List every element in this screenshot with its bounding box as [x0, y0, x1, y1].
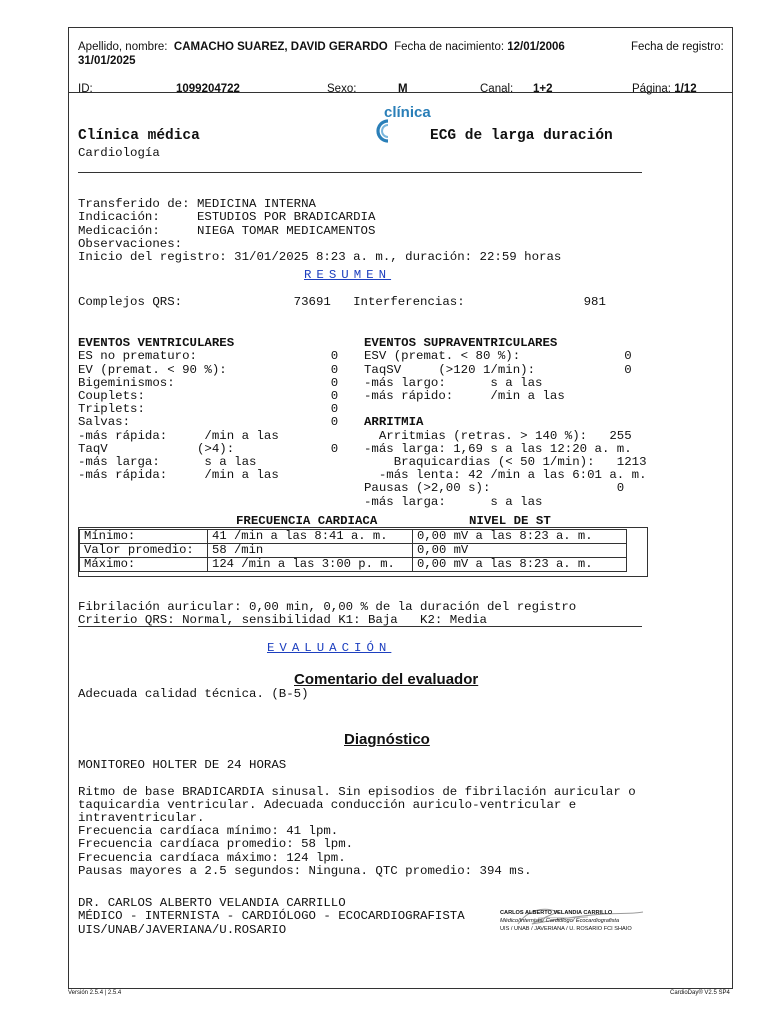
physician-name: DR. CARLOS ALBERTO VELANDIA CARRILLO	[78, 896, 346, 911]
fibrillation-info	[78, 588, 576, 628]
record-start-line: Inicio del registro: 31/01/2025 8:23 a. m., duración: 22:59 horas	[78, 250, 562, 265]
diagnosis-line: Ritmo de base BRADICARDIA sinusal. Sin episodios de fibrilación auricular o	[78, 784, 636, 799]
hr-st-table	[79, 529, 627, 572]
id-label: ID:	[78, 83, 93, 95]
hr-value: 58 /min	[208, 544, 413, 558]
register-label: Fecha de registro:	[631, 41, 724, 53]
qrs-criteria-line: Criterio QRS: Normal, sensibilidad K1: Baja K2: Media	[78, 613, 487, 628]
diagnosis-line: Frecuencia cardíaca promedio: 58 lpm.	[78, 837, 354, 852]
ventricular-events	[78, 324, 338, 482]
divider-top	[78, 172, 642, 173]
divider-middle	[78, 626, 642, 627]
name-label: Apellido, nombre:	[78, 41, 168, 53]
birth-value: 12/01/2006	[507, 41, 565, 53]
table-row	[80, 544, 627, 558]
ventricular-row: Couplets: 0	[78, 389, 339, 404]
diagnosis-text	[78, 746, 636, 878]
summary-link[interactable]: RESUMEN	[304, 268, 392, 282]
row-label: Valor promedio:	[80, 544, 208, 558]
patient-name-row	[78, 41, 565, 53]
supraventricular-row: ESV (premat. < 80 %): 0	[364, 349, 632, 364]
diagnosis-title: Diagnóstico	[344, 731, 430, 748]
id-value: 1099204722	[176, 83, 240, 95]
diagnosis-line: MONITOREO HOLTER DE 24 HORAS	[78, 758, 287, 773]
physician-institutions: UIS/UNAB/JAVERIANA/U.ROSARIO	[78, 922, 287, 937]
indication-line: Indicación: ESTUDIOS POR BRADICARDIA	[78, 210, 376, 225]
clinic-title: Clínica médica	[78, 128, 200, 144]
table-row	[80, 530, 627, 544]
sex-value: M	[398, 83, 408, 95]
arrhythmia-row: -más larga: s a las	[364, 494, 543, 509]
diagnosis-line: intraventricular.	[78, 811, 205, 826]
table-row	[80, 558, 627, 572]
arrhythmia-row: Pausas (>2,00 s): 0	[364, 481, 625, 496]
department: Cardiología	[78, 146, 160, 160]
register-value: 31/01/2025	[78, 55, 136, 67]
st-value: 0,00 mV a las 8:23 a. m.	[413, 558, 627, 572]
st-value: 0,00 mV	[413, 544, 627, 558]
stamp-role: Médico/Internista/ Cardiólogo/ Ecocardiografista	[500, 918, 620, 924]
diagnosis-line: Frecuencia cardíaca máximo: 124 lpm.	[78, 850, 346, 865]
ventricular-title: EVENTOS VENTRICULARES	[78, 336, 235, 351]
version-right: CardioDay® V2.5 SP4	[670, 990, 730, 996]
report-type-title: ECG de larga duración	[430, 128, 613, 144]
birth-label: Fecha de nacimiento:	[394, 41, 505, 53]
supraventricular-title: EVENTOS SUPRAVENTRICULARES	[364, 336, 558, 351]
page-number	[632, 83, 697, 95]
row-label: Máximo:	[80, 558, 208, 572]
transfer-line: Transferido de: MEDICINA INTERNA	[78, 197, 316, 212]
ventricular-row: -más larga: s a las	[78, 455, 257, 470]
channel-value: 1+2	[533, 83, 553, 95]
evaluator-comment: Adecuada calidad técnica. (B-5)	[78, 687, 309, 701]
arrhythmia-row: -más lenta: 42 /min a las 6:01 a. m.	[364, 468, 647, 483]
ventricular-row: EV (premat. < 90 %): 0	[78, 362, 339, 377]
medication-line: Medicación: NIEGA TOMAR MEDICAMENTOS	[78, 223, 376, 238]
sex-label: Sexo:	[327, 83, 357, 95]
ventricular-row: TaqV (>4): 0	[78, 441, 339, 456]
supraventricular-row: -más rápido: /min a las	[364, 389, 565, 404]
st-value: 0,00 mV a las 8:23 a. m.	[413, 530, 627, 544]
version-left: Versión 2.5.4 | 2.5.4	[68, 990, 122, 996]
name-value: CAMACHO SUAREZ, DAVID GERARDO	[173, 41, 388, 53]
physician-title: MÉDICO - INTERNISTA - CARDIÓLOGO - ECOCARDIOGRAFISTA	[78, 909, 465, 924]
ventricular-row: Triplets: 0	[78, 402, 339, 417]
supraventricular-row: TaqSV (>120 1/min): 0	[364, 362, 632, 377]
stamp-institutions: UIS / UNAB / JAVERIANA / U. ROSARIO FCI SHAIO	[500, 926, 632, 932]
ventricular-row: -más rápida: /min a las	[78, 428, 279, 443]
observations-line: Observaciones:	[78, 236, 183, 251]
fibrillation-line: Fibrilación auricular: 0,00 min, 0,00 % de la duración del registro	[78, 600, 577, 615]
channel-label: Canal:	[480, 83, 514, 95]
supraventricular-row: -más largo: s a las	[364, 375, 543, 390]
logo-text: clínica	[384, 104, 431, 121]
arrhythmia-row: Arritmias (retras. > 140 %): 255	[364, 428, 632, 443]
header-divider	[68, 92, 733, 93]
arrhythmia-row: -más larga: 1,69 s a las 12:20 a. m.	[364, 441, 632, 456]
hr-value: 124 /min a las 3:00 p. m.	[208, 558, 413, 572]
arrhythmia-row: Braquicardias (< 50 1/min): 1213	[364, 455, 647, 470]
supraventricular-events	[364, 324, 647, 509]
arrhythmia-title: ARRITMIA	[364, 415, 424, 430]
page-value: 1/12	[674, 83, 697, 95]
hr-value: 41 /min a las 8:41 a. m.	[208, 530, 413, 544]
evaluator-comment-title: Comentario del evaluador	[294, 671, 479, 688]
evaluation-link[interactable]: EVALUACIÓN	[267, 641, 392, 655]
ventricular-row: Bigeminismos: 0	[78, 375, 339, 390]
ventricular-row: Salvas: 0	[78, 415, 339, 430]
st-table-title: NIVEL DE ST	[469, 514, 551, 528]
diagnosis-line: Frecuencia cardíaca mínimo: 41 lpm.	[78, 824, 339, 839]
hr-table-title: FRECUENCIA CARDIACA	[236, 514, 378, 528]
clinic-logo	[368, 100, 436, 167]
qrs-summary: Complejos QRS: 73691 Interferencias: 981	[78, 295, 606, 309]
ventricular-row: -más rápida: /min a las	[78, 468, 279, 483]
diagnosis-line: Pausas mayores a 2.5 segundos: Ninguna. QTC promedio: 394 ms.	[78, 863, 532, 878]
diagnosis-line: taquicardia ventricular. Adecuada conducción auriculo-ventricular e	[78, 797, 577, 812]
logo-mark-icon	[376, 118, 436, 144]
stamp-name: CARLOS ALBERTO VELANDIA CARRILLO	[500, 910, 613, 916]
patient-info	[78, 185, 561, 264]
physician-signature-text	[78, 884, 465, 937]
spacer-line	[78, 772, 636, 785]
page-label: Página:	[632, 83, 672, 95]
ventricular-row: ES no prematuro: 0	[78, 349, 339, 364]
row-label: Mínimo:	[80, 530, 208, 544]
signature-stamp	[500, 884, 648, 989]
